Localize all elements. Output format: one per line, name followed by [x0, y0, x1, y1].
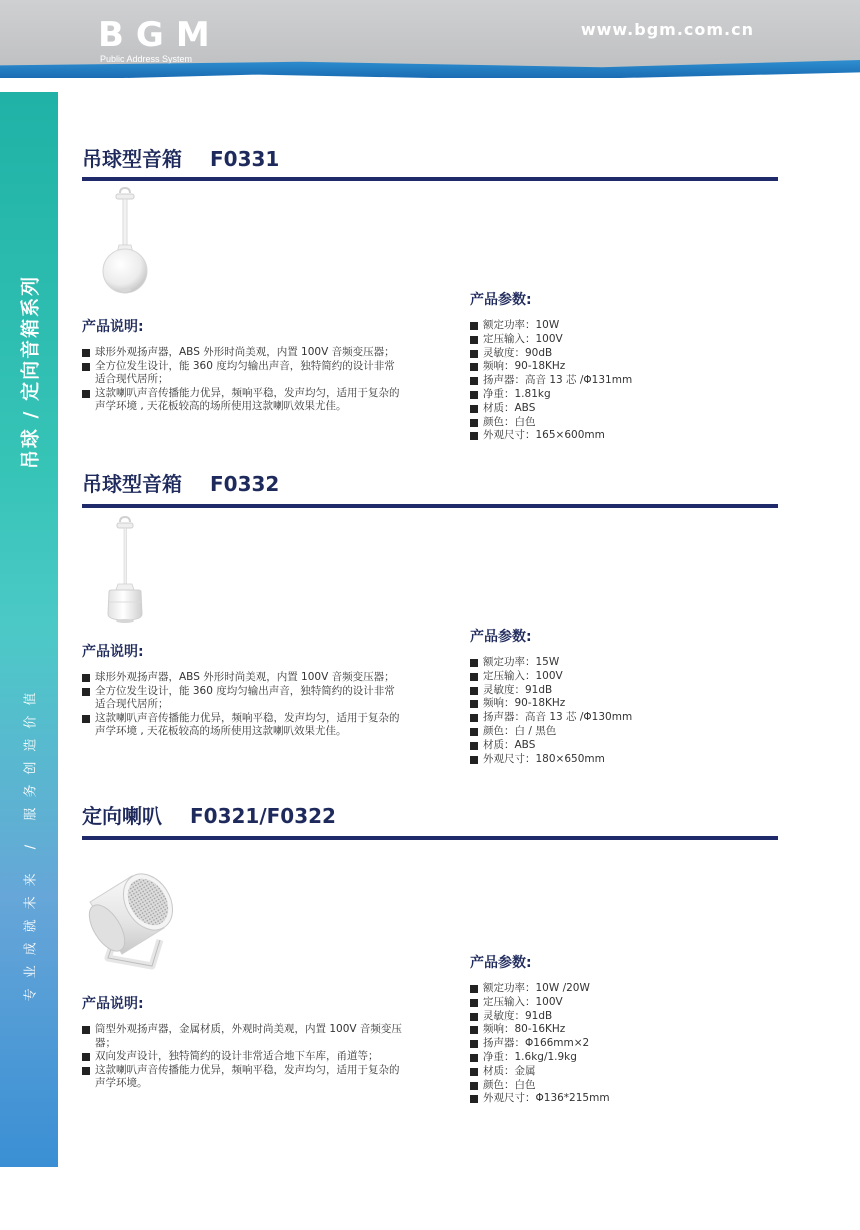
product-section-f0321-f0322	[82, 800, 778, 1120]
spec-item: 定压输入：100V	[470, 333, 770, 347]
product-section-f0331	[82, 143, 778, 453]
sidebar-slogan: 专业成就未来 / 服务创造价值	[23, 682, 39, 1002]
spec-item: 频响：90-18KHz	[470, 360, 770, 374]
product-title	[82, 468, 279, 497]
product-model: F0331	[210, 147, 280, 171]
product-section-f0332	[82, 468, 778, 778]
sidebar	[0, 92, 58, 1230]
description-item: 筒型外观扬声器，金属材质，外观时尚美观，内置 100V 音频变压器；	[82, 1023, 402, 1050]
spec-heading: 产品参数:	[470, 629, 532, 645]
spec-item: 净重：1.6kg/1.9kg	[470, 1051, 770, 1065]
spec-item: 灵敏度：91dB	[470, 684, 770, 698]
spec-item: 额定功率：10W	[470, 319, 770, 333]
brand-subtitle: Public Address System	[100, 54, 193, 64]
product-specifications	[470, 289, 770, 443]
spec-item: 净重：1.81kg	[470, 388, 770, 402]
product-specifications	[470, 626, 770, 766]
section-divider	[82, 177, 778, 181]
spec-item: 扬声器：高音 13 芯 /Φ131mm	[470, 374, 770, 388]
section-divider	[82, 836, 778, 840]
product-model: F0332	[210, 472, 280, 496]
sidebar-series-title: 吊球 / 定向音箱系列	[19, 274, 42, 470]
spec-item: 外观尺寸：165×600mm	[470, 429, 770, 443]
spec-item: 扬声器：Φ166mm×2	[470, 1037, 770, 1051]
spec-item: 外观尺寸：180×650mm	[470, 753, 770, 767]
description-heading: 产品说明:	[82, 319, 144, 335]
description-item: 球形外观扬声器，ABS 外形时尚美观，内置 100V 音频变压器；	[82, 346, 402, 360]
description-item: 球形外观扬声器，ABS 外形时尚美观，内置 100V 音频变压器；	[82, 671, 402, 685]
product-description	[82, 993, 402, 1091]
description-item: 这款喇叭声音传播能力优异，频响平稳，发声均匀，适用于复杂的声学环境 , 天花板较高的场所使用这款喇叭效果尤佳。	[82, 387, 402, 414]
product-description	[82, 641, 402, 739]
spec-item: 外观尺寸：Φ136*215mm	[470, 1092, 770, 1106]
product-name: 吊球型音箱	[82, 472, 182, 496]
spec-item: 定压输入：100V	[470, 996, 770, 1010]
description-heading: 产品说明:	[82, 644, 144, 660]
brand-logo: BGM	[98, 15, 222, 55]
page-number: 65	[20, 1216, 34, 1230]
spec-heading: 产品参数:	[470, 292, 532, 308]
spec-item: 颜色：白色	[470, 416, 770, 430]
description-item: 全方位发生设计，能 360 度均匀输出声音，独特简约的设计非常适合现代居所；	[82, 685, 402, 712]
product-name: 吊球型音箱	[82, 147, 182, 171]
spec-item: 额定功率：10W /20W	[470, 982, 770, 996]
spec-item: 颜色：白色	[470, 1079, 770, 1093]
description-item: 这款喇叭声音传播能力优异，频响平稳，发声均匀，适用于复杂的声学环境 , 天花板较高的场所使用这款喇叭效果尤佳。	[82, 712, 402, 739]
product-specifications	[470, 952, 770, 1106]
spec-heading: 产品参数:	[470, 955, 532, 971]
description-item: 全方位发生设计，能 360 度均匀输出声音，独特简约的设计非常适合现代居所；	[82, 360, 402, 387]
spec-item: 灵敏度：91dB	[470, 1010, 770, 1024]
description-item: 这款喇叭声音传播能力优异，频响平稳，发声均匀，适用于复杂的声学环境。	[82, 1064, 402, 1091]
description-item: 双向发声设计，独特简约的设计非常适合地下车库，甬道等；	[82, 1050, 402, 1064]
pendant-speaker-image	[96, 187, 156, 299]
spec-item: 频响：90-18KHz	[470, 697, 770, 711]
spec-item: 定压输入：100V	[470, 670, 770, 684]
pendant-speaker-image	[96, 516, 156, 628]
spec-item: 灵敏度：90dB	[470, 347, 770, 361]
spec-item: 材质：ABS	[470, 739, 770, 753]
product-name: 定向喇叭	[82, 804, 162, 828]
website-url[interactable]: www.bgm.com.cn	[580, 20, 754, 39]
spec-item: 材质：金属	[470, 1065, 770, 1079]
spec-item: 频响：80-16KHz	[470, 1023, 770, 1037]
section-divider	[82, 504, 778, 508]
projection-speaker-image	[82, 862, 182, 974]
description-heading: 产品说明:	[82, 996, 144, 1012]
spec-item: 额定功率：15W	[470, 656, 770, 670]
spec-item: 材质：ABS	[470, 402, 770, 416]
product-title	[82, 143, 279, 172]
spec-item: 扬声器：高音 13 芯 /Φ130mm	[470, 711, 770, 725]
spec-item: 颜色：白 / 黑色	[470, 725, 770, 739]
product-description	[82, 316, 402, 414]
product-model: F0321/F0322	[190, 804, 336, 828]
product-title	[82, 800, 336, 829]
